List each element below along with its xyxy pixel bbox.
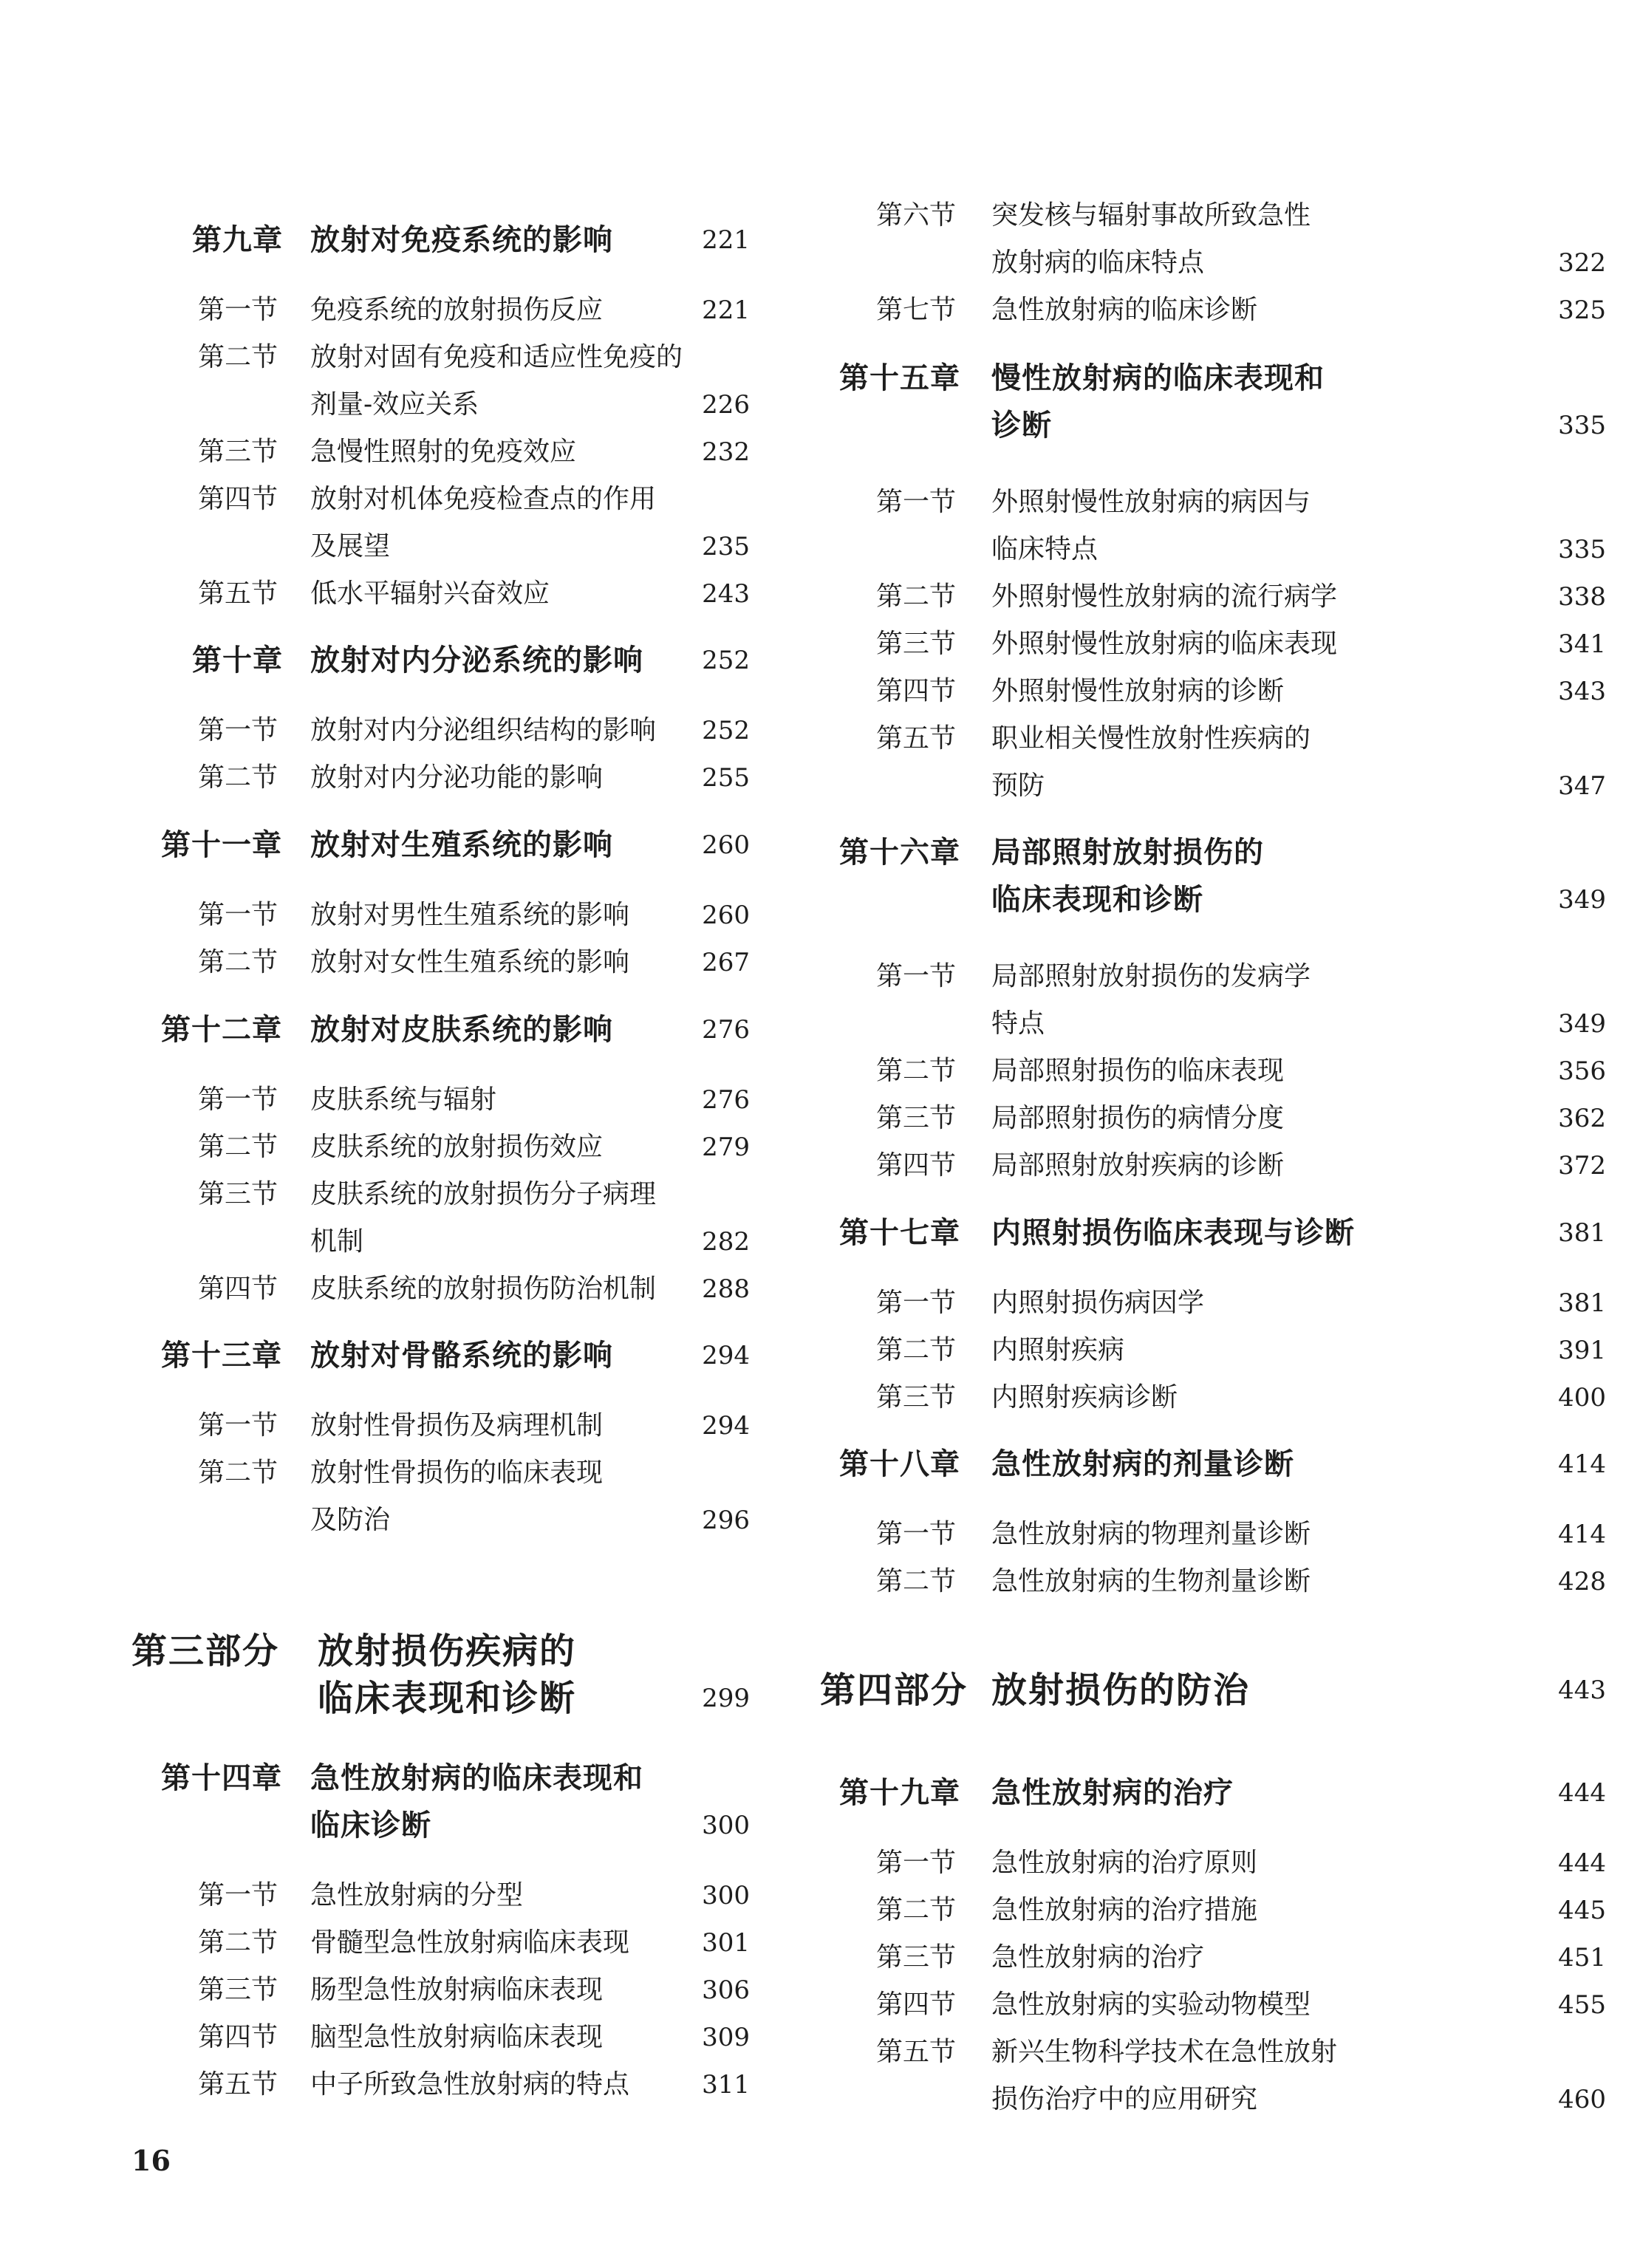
section-title [991, 1374, 1178, 1421]
title-line: 损伤治疗中的应用研究 [991, 2084, 1258, 2114]
page-ref: 235 [702, 532, 750, 561]
title-line: 急性放射病的物理剂量诊断 [991, 1519, 1311, 1549]
section-label: 第四节 [876, 1150, 957, 1181]
chapter-title [310, 637, 643, 684]
page-ref: 243 [702, 579, 750, 609]
title-line: 皮肤系统的放射损伤效应 [310, 1132, 604, 1162]
page-ref: 221 [702, 225, 750, 255]
section-label: 第一节 [876, 961, 957, 991]
part-title [318, 1627, 576, 1722]
section-title [991, 287, 1257, 334]
title-line: 急慢性照射的免疫效应 [310, 437, 577, 467]
title-line: 外照射慢性放射病的临床表现 [991, 629, 1338, 659]
section-title [310, 1967, 603, 2014]
page-ref: 296 [702, 1506, 750, 1535]
page-ref: 300 [702, 1881, 750, 1910]
title-line: 放射病的临床特点 [991, 247, 1205, 278]
title-line: 局部照射放射疾病的诊断 [991, 1150, 1285, 1181]
title-line: 放射对固有免疫和适应性免疫的 [310, 342, 683, 372]
page-ref: 260 [702, 830, 750, 860]
section-label: 第一节 [876, 1848, 957, 1878]
page-ref: 299 [702, 1684, 750, 1713]
section-label: 第三节 [876, 1382, 957, 1413]
title-line: 急性放射病的治疗措施 [991, 1895, 1258, 1925]
section-label: 第四节 [198, 2022, 279, 2052]
title-line: 外照射慢性放射病的病因与 [991, 487, 1311, 517]
title-line: 急性放射病的治疗 [991, 1775, 1234, 1810]
title-line: 局部照射放射损伤的 [991, 835, 1264, 870]
page-ref: 372 [1558, 1151, 1606, 1181]
section-label: 第二节 [198, 1927, 279, 1958]
section-title [991, 573, 1337, 621]
chapter-label: 第十四章 [161, 1760, 282, 1795]
section-title [991, 1887, 1257, 1934]
chapter-label: 第十二章 [161, 1012, 282, 1047]
chapter-title [991, 1769, 1234, 1817]
page-ref: 294 [702, 1411, 750, 1441]
section-label: 第四节 [198, 1274, 279, 1304]
title-line: 放射对骨骼系统的影响 [310, 1338, 613, 1373]
page-ref: 414 [1558, 1449, 1606, 1479]
section-title [310, 1872, 523, 1919]
section-label: 第二节 [876, 1056, 957, 1086]
page-ref: 428 [1558, 1567, 1606, 1596]
title-line: 突发核与辐射事故所致急性 [991, 200, 1311, 230]
section-title [310, 334, 683, 428]
section-title [310, 1076, 496, 1124]
section-label: 第二节 [876, 1566, 957, 1596]
title-line: 放射损伤的防治 [991, 1670, 1251, 1711]
title-line: 机制 [310, 1226, 364, 1257]
page-ref: 221 [702, 296, 750, 325]
page-ref: 414 [1558, 1520, 1606, 1549]
section-label: 第三节 [198, 1179, 279, 1209]
title-line: 慢性放射病的临床表现和 [991, 361, 1325, 395]
title-line: 急性放射病的实验动物模型 [991, 1989, 1311, 2020]
title-line: 放射对女性生殖系统的影响 [310, 947, 630, 977]
title-line: 内照射疾病 [991, 1335, 1125, 1365]
section-title [991, 953, 1311, 1048]
page-ref: 381 [1558, 1288, 1606, 1318]
section-title [991, 192, 1311, 287]
section-title [310, 1124, 603, 1171]
page-ref: 309 [702, 2023, 750, 2052]
title-line: 临床特点 [991, 534, 1099, 564]
title-line: 局部照射损伤的病情分度 [991, 1103, 1285, 1133]
page-ref: 349 [1558, 1009, 1606, 1039]
title-line: 放射性骨损伤的临床表现 [310, 1458, 604, 1488]
section-label: 第三节 [876, 1942, 957, 1972]
title-line: 放射对内分泌组织结构的影响 [310, 715, 657, 745]
page-ref: 301 [702, 1928, 750, 1958]
chapter-title [991, 355, 1325, 449]
section-label: 第一节 [876, 487, 957, 517]
section-title [991, 1327, 1124, 1374]
page-ref: 232 [702, 437, 750, 467]
title-line: 局部照射损伤的临床表现 [991, 1056, 1285, 1086]
title-line: 急性放射病的治疗 [991, 1942, 1205, 1972]
section-label: 第四节 [198, 484, 279, 514]
section-label: 第四节 [876, 1989, 957, 2020]
section-label: 第一节 [198, 1085, 279, 1115]
section-title [310, 476, 656, 570]
page-ref: 451 [1558, 1943, 1606, 1972]
chapter-label: 第十七章 [839, 1215, 960, 1250]
section-title [310, 1919, 629, 1967]
chapter-title [991, 829, 1264, 923]
section-title [991, 1934, 1204, 1981]
title-line: 放射对皮肤系统的影响 [310, 1012, 613, 1047]
section-label: 第二节 [198, 762, 279, 793]
section-title [991, 1511, 1311, 1558]
page-ref: 381 [1558, 1218, 1606, 1248]
section-label: 第一节 [198, 1410, 279, 1441]
page-ref: 252 [702, 646, 750, 675]
section-title [991, 668, 1284, 715]
section-label: 第六节 [876, 200, 957, 230]
title-line: 急性放射病的临床诊断 [991, 295, 1258, 325]
title-line: 诊断 [991, 408, 1052, 443]
chapter-title [310, 1006, 613, 1053]
page-ref: 282 [702, 1227, 750, 1257]
title-line: 放射损伤疾病的 [318, 1630, 577, 1672]
chapter-title [310, 822, 613, 869]
page-ref: 279 [702, 1133, 750, 1162]
title-line: 及防治 [310, 1505, 391, 1535]
title-line: 临床表现和诊断 [318, 1678, 577, 1719]
page-ref: 443 [1558, 1676, 1606, 1705]
page-ref: 335 [1558, 411, 1606, 440]
title-line: 免疫系统的放射损伤反应 [310, 295, 604, 325]
section-label: 第二节 [198, 342, 279, 372]
page-ref: 349 [1558, 885, 1606, 915]
title-line: 放射对生殖系统的影响 [310, 827, 613, 862]
title-line: 放射对内分泌功能的影响 [310, 762, 604, 793]
title-line: 外照射慢性放射病的流行病学 [991, 581, 1338, 612]
title-line: 临床表现和诊断 [991, 882, 1203, 917]
title-line: 急性放射病的分型 [310, 1880, 524, 1910]
page-ref: 445 [1558, 1896, 1606, 1925]
page-ref: 267 [702, 948, 750, 977]
title-line: 低水平辐射兴奋效应 [310, 578, 550, 609]
title-line: 临床诊断 [310, 1808, 431, 1842]
title-line: 脑型急性放射病临床表现 [310, 2022, 604, 2052]
section-title [310, 1402, 603, 1449]
title-line: 剂量-效应关系 [310, 389, 479, 420]
chapter-label: 第十五章 [839, 361, 960, 395]
page-ref: 294 [702, 1341, 750, 1370]
section-label: 第一节 [876, 1519, 957, 1549]
section-title [310, 892, 629, 939]
title-line: 内照射疾病诊断 [991, 1382, 1178, 1413]
title-line: 特点 [991, 1008, 1045, 1039]
section-title [310, 2014, 603, 2061]
section-label: 第一节 [198, 295, 279, 325]
section-title [310, 287, 603, 334]
part-label: 第三部分 [131, 1630, 280, 1672]
title-line: 皮肤系统的放射损伤防治机制 [310, 1274, 657, 1304]
page-ref: 276 [702, 1085, 750, 1115]
title-line: 放射对内分泌系统的影响 [310, 643, 643, 677]
chapter-label: 第十八章 [839, 1446, 960, 1481]
page-ref: 343 [1558, 677, 1606, 706]
page-ref: 306 [702, 1975, 750, 2005]
title-line: 急性放射病的临床表现和 [310, 1760, 643, 1795]
page-ref: 325 [1558, 296, 1606, 325]
title-line: 新兴生物科学技术在急性放射 [991, 2037, 1338, 2067]
chapter-title [991, 1209, 1355, 1257]
page-ref: 226 [702, 390, 750, 420]
section-label: 第二节 [198, 1132, 279, 1162]
page-ref: 444 [1558, 1848, 1606, 1878]
section-title [991, 2029, 1337, 2123]
title-line: 肠型急性放射病临床表现 [310, 1975, 604, 2005]
chapter-label: 第十章 [192, 643, 283, 677]
section-label: 第三节 [876, 629, 957, 659]
chapter-title [310, 1332, 613, 1379]
title-line: 中子所致急性放射病的特点 [310, 2069, 630, 2100]
section-label: 第三节 [198, 1975, 279, 2005]
page-ref: 260 [702, 901, 750, 930]
title-line: 皮肤系统的放射损伤分子病理 [310, 1179, 657, 1209]
chapter-title [310, 216, 613, 264]
section-title [991, 715, 1311, 810]
title-line: 放射对男性生殖系统的影响 [310, 900, 630, 930]
page-ref: 276 [702, 1015, 750, 1045]
title-line: 外照射慢性放射病的诊断 [991, 676, 1285, 706]
title-line: 及展望 [310, 531, 391, 561]
section-title [991, 1981, 1311, 2029]
chapter-label: 第十九章 [839, 1775, 960, 1810]
section-label: 第五节 [876, 2037, 957, 2067]
section-label: 第五节 [876, 723, 957, 754]
page-ref: 300 [702, 1811, 750, 1840]
section-label: 第二节 [876, 1335, 957, 1365]
section-title [991, 621, 1337, 668]
section-label: 第一节 [198, 715, 279, 745]
section-title [310, 428, 576, 476]
section-title [310, 1171, 656, 1265]
title-line: 内照射损伤病因学 [991, 1288, 1205, 1318]
chapter-label: 第十三章 [161, 1338, 282, 1373]
page-number: 16 [131, 2144, 171, 2177]
page-ref: 311 [702, 2070, 750, 2100]
page-ref: 288 [702, 1274, 750, 1304]
title-line: 骨髓型急性放射病临床表现 [310, 1927, 630, 1958]
page-ref: 460 [1558, 2085, 1606, 2114]
chapter-label: 第十六章 [839, 835, 960, 870]
section-label: 第三节 [198, 437, 279, 467]
page-ref: 444 [1558, 1778, 1606, 1808]
section-title [310, 754, 603, 802]
title-line: 内照射损伤临床表现与诊断 [991, 1215, 1355, 1250]
chapter-title [991, 1441, 1294, 1488]
chapter-title [310, 1755, 643, 1849]
page-ref: 341 [1558, 629, 1606, 659]
page-ref: 455 [1558, 1990, 1606, 2020]
section-title [310, 570, 550, 618]
section-label: 第三节 [876, 1103, 957, 1133]
section-label: 第一节 [198, 900, 279, 930]
title-line: 急性放射病的生物剂量诊断 [991, 1566, 1311, 1596]
section-title [991, 1558, 1311, 1605]
section-title [310, 939, 629, 986]
section-label: 第二节 [876, 581, 957, 612]
section-title [991, 479, 1311, 573]
section-title [991, 1142, 1284, 1189]
page-ref: 347 [1558, 771, 1606, 801]
title-line: 急性放射病的治疗原则 [991, 1848, 1258, 1878]
part-label: 第四部分 [820, 1670, 968, 1711]
page-ref: 322 [1558, 248, 1606, 278]
page-ref: 252 [702, 716, 750, 745]
section-title [310, 2061, 629, 2108]
section-title [310, 1449, 603, 1544]
section-title [310, 1265, 656, 1313]
section-title [991, 1280, 1204, 1327]
chapter-label: 第九章 [192, 222, 283, 257]
page-ref: 362 [1558, 1104, 1606, 1133]
section-label: 第二节 [198, 947, 279, 977]
title-line: 皮肤系统与辐射 [310, 1085, 497, 1115]
title-line: 预防 [991, 771, 1045, 801]
title-line: 放射性骨损伤及病理机制 [310, 1410, 604, 1441]
page-ref: 391 [1558, 1336, 1606, 1365]
title-line: 放射对免疫系统的影响 [310, 222, 613, 257]
section-label: 第五节 [198, 2069, 279, 2100]
page-ref: 356 [1558, 1056, 1606, 1086]
section-title [991, 1095, 1284, 1142]
chapter-label: 第十一章 [161, 827, 282, 862]
section-title [310, 707, 656, 754]
section-title [991, 1840, 1257, 1887]
page-ref: 338 [1558, 582, 1606, 612]
title-line: 职业相关慢性放射性疾病的 [991, 723, 1311, 754]
section-label: 第四节 [876, 676, 957, 706]
title-line: 局部照射放射损伤的发病学 [991, 961, 1311, 991]
section-label: 第二节 [198, 1458, 279, 1488]
part-title [991, 1667, 1250, 1714]
section-label: 第二节 [876, 1895, 957, 1925]
section-label: 第一节 [876, 1288, 957, 1318]
page-ref: 255 [702, 763, 750, 793]
title-line: 急性放射病的剂量诊断 [991, 1446, 1294, 1481]
page-ref: 335 [1558, 535, 1606, 564]
title-line: 放射对机体免疫检查点的作用 [310, 484, 657, 514]
section-label: 第五节 [198, 578, 279, 609]
section-title [991, 1048, 1284, 1095]
page-ref: 400 [1558, 1383, 1606, 1413]
section-label: 第七节 [876, 295, 957, 325]
section-label: 第一节 [198, 1880, 279, 1910]
